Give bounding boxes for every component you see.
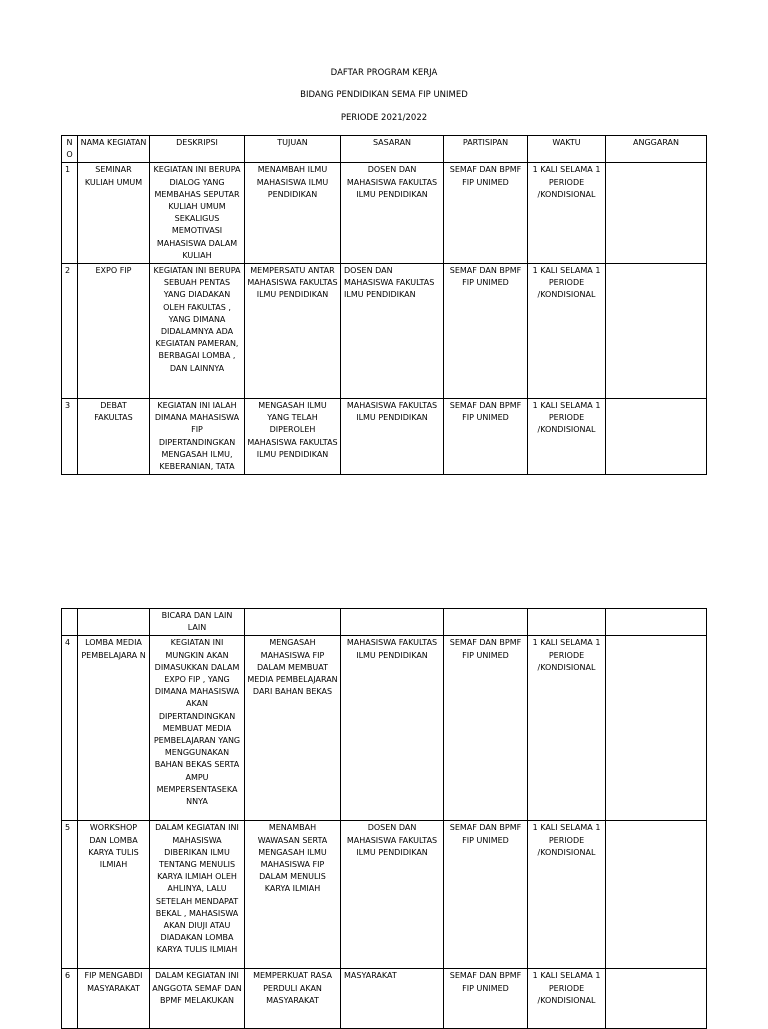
column-header-deskripsi: DESKRIPSI (150, 136, 245, 163)
cell-no: 3 (62, 399, 78, 475)
cell-partisipan: SEMAF DAN BPMF FIP UNIMED (444, 163, 528, 264)
cell-partisipan: SEMAF DAN BPMF FIP UNIMED (444, 821, 528, 969)
cell-partisipan (444, 609, 528, 636)
table-row (62, 969, 707, 1029)
cell-sasaran (341, 609, 444, 636)
cell-deskripsi: KEGIATAN INI MUNGKIN AKAN DIMASUKKAN DALAM EXPO FIP , YANG DIMANA MAHASISWA AKAN DIPERTANDINGKAN MEMBUAT MEDIA PEMBELAJARAN YANG MENGGUNAKAN BAHAN BEKAS SERTA AMPU MEMPERSENTASEKA NNYA (150, 636, 245, 821)
cell-partisipan: SEMAF DAN BPMF FIP UNIMED (444, 636, 528, 821)
cell-tujuan (245, 609, 341, 636)
cell-tujuan: MENGASAH ILMU YANG TELAH DIPEROLEH MAHASISWA FAKULTAS ILMU PENDIDIKAN (245, 399, 341, 475)
column-header-tujuan: TUJUAN (245, 136, 341, 163)
column-header-waktu: WAKTU (528, 136, 606, 163)
document-title: DAFTAR PROGRAM KERJA (330, 68, 438, 78)
cell-waktu (528, 609, 606, 636)
cell-tujuan: MENGASAH MAHASISWA FIP DALAM MEMBUAT MEDIA PEMBELAJARAN DARI BAHAN BEKAS (245, 636, 341, 821)
cell-anggaran (606, 264, 707, 399)
cell-tujuan: MENAMBAH WAWASAN SERTA MENGASAH ILMU MAHASISWA FIP DALAM MENULIS KARYA ILMIAH (245, 821, 341, 969)
cell-partisipan: SEMAF DAN BPMF FIP UNIMED (444, 399, 528, 475)
cell-nama: DEBAT FAKULTAS (78, 399, 150, 475)
cell-anggaran (606, 399, 707, 475)
cell-partisipan: SEMAF DAN BPMF FIP UNIMED (444, 969, 528, 1029)
cell-no: 6 (62, 969, 78, 1029)
cell-anggaran (606, 163, 707, 264)
cell-nama: EXPO FIP (78, 264, 150, 399)
table-row (62, 636, 707, 821)
cell-tujuan: MEMPERSATU ANTAR MAHASISWA FAKULTAS ILMU PENDIDIKAN (245, 264, 341, 399)
cell-anggaran (606, 609, 707, 636)
cell-waktu: 1 KALI SELAMA 1 PERIODE /KONDISIONAL (528, 636, 606, 821)
cell-waktu: 1 KALI SELAMA 1 PERIODE /KONDISIONAL (528, 163, 606, 264)
document-subtitle: BIDANG PENDIDIKAN SEMA FIP UNIMED (300, 90, 468, 100)
cell-waktu: 1 KALI SELAMA 1 PERIODE /KONDISIONAL (528, 264, 606, 399)
cell-no: 1 (62, 163, 78, 264)
cell-deskripsi: KEGIATAN INI BERUPA SEBUAH PENTAS YANG DIADAKAN OLEH FAKULTAS , YANG DIMANA DIDALAMNYA ADA KEGIATAN PAMERAN, BERBAGAI LOMBA , DAN LAINNYA (150, 264, 245, 399)
table-header-row (62, 136, 707, 163)
cell-deskripsi: KEGIATAN INI IALAH DIMANA MAHASISWA FIP DIPERTANDINGKAN MENGASAH ILMU, KEBERANIAN, TATA (150, 399, 245, 475)
table-row (62, 399, 707, 475)
column-header-no: N O (62, 136, 78, 163)
table-row (62, 264, 707, 399)
cell-nama: LOMBA MEDIA PEMBELAJARA N (78, 636, 150, 821)
program-table-page-1 (61, 135, 707, 475)
cell-no (62, 609, 78, 636)
cell-sasaran: DOSEN DAN MAHASISWA FAKULTAS ILMU PENDIDIKAN (341, 821, 444, 969)
cell-anggaran (606, 969, 707, 1029)
cell-anggaran (606, 821, 707, 969)
cell-tujuan: MEMPERKUAT RASA PERDULI AKAN MASYARAKAT (245, 969, 341, 1029)
document-period: PERIODE 2021/2022 (340, 113, 428, 123)
cell-waktu: 1 KALI SELAMA 1 PERIODE /KONDISIONAL (528, 821, 606, 969)
cell-nama: WORKSHOP DAN LOMBA KARYA TULIS ILMIAH (78, 821, 150, 969)
cell-no: 2 (62, 264, 78, 399)
program-table-page-2 (61, 608, 707, 1029)
cell-deskripsi: DALAM KEGIATAN INI ANGGOTA SEMAF DAN BPMF MELAKUKAN (150, 969, 245, 1029)
cell-sasaran: MAHASISWA FAKULTAS ILMU PENDIDIKAN (341, 399, 444, 475)
table-row (62, 821, 707, 969)
column-header-nama: NAMA KEGIATAN (78, 136, 150, 163)
cell-sasaran: DOSEN DAN MAHASISWA FAKULTAS ILMU PENDIDIKAN (341, 163, 444, 264)
cell-sasaran: MASYARAKAT (341, 969, 444, 1029)
cell-tujuan: MENAMBAH ILMU MAHASISWA ILMU PENDIDIKAN (245, 163, 341, 264)
cell-no: 4 (62, 636, 78, 821)
cell-nama (78, 609, 150, 636)
cell-sasaran: DOSEN DAN MAHASISWA FAKULTAS ILMU PENDIDIKAN (341, 264, 444, 399)
cell-partisipan: SEMAF DAN BPMF FIP UNIMED (444, 264, 528, 399)
cell-nama: SEMINAR KULIAH UMUM (78, 163, 150, 264)
cell-waktu: 1 KALI SELAMA 1 PERIODE /KONDISIONAL (528, 399, 606, 475)
cell-no: 5 (62, 821, 78, 969)
cell-nama: FIP MENGABDI MASYARAKAT (78, 969, 150, 1029)
table-row (62, 163, 707, 264)
table-row (62, 609, 707, 636)
cell-sasaran: MAHASISWA FAKULTAS ILMU PENDIDIKAN (341, 636, 444, 821)
cell-anggaran (606, 636, 707, 821)
column-header-partisipan: PARTISIPAN (444, 136, 528, 163)
column-header-anggaran: ANGGARAN (606, 136, 707, 163)
column-header-sasaran: SASARAN (341, 136, 444, 163)
cell-deskripsi: DALAM KEGIATAN INI MAHASISWA DIBERIKAN ILMU TENTANG MENULIS KARYA ILMIAH OLEH AHLINYA, LALU SETELAH MENDAPAT BEKAL , MAHASISWA AKAN DIUJI ATAU DIADAKAN LOMBA KARYA TULIS ILMIAH (150, 821, 245, 969)
cell-waktu: 1 KALI SELAMA 1 PERIODE /KONDISIONAL (528, 969, 606, 1029)
cell-deskripsi: KEGIATAN INI BERUPA DIALOG YANG MEMBAHAS SEPUTAR KULIAH UMUM SEKALIGUS MEMOTIVASI MAHASISWA DALAM KULIAH (150, 163, 245, 264)
cell-deskripsi: BICARA DAN LAIN LAIN (150, 609, 245, 636)
